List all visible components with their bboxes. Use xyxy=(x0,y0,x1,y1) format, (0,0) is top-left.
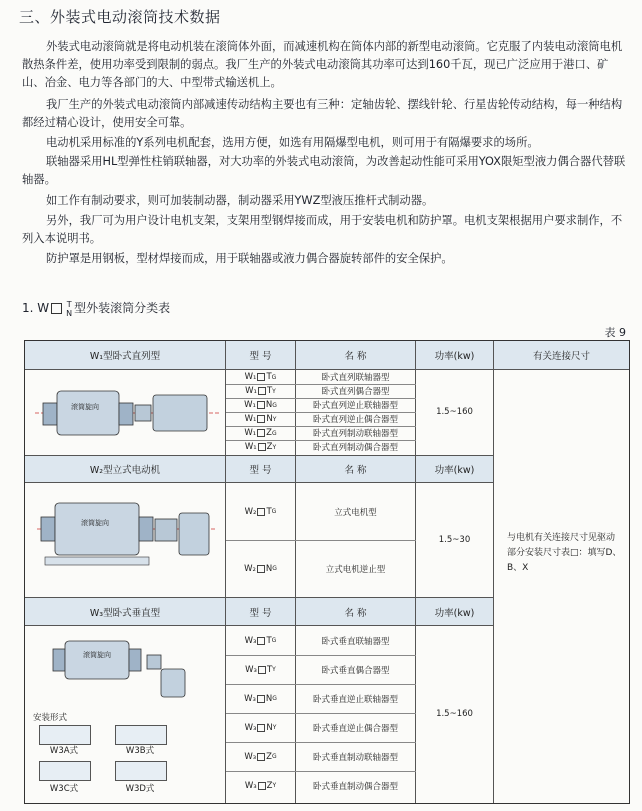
t-n-stack: T N xyxy=(66,299,73,318)
blank-box-icon xyxy=(257,753,265,761)
model-cell: W₃ Z Y xyxy=(244,780,277,791)
name-cell: 卧式垂直逆止偶合器型 xyxy=(312,723,398,734)
blank-box-icon xyxy=(257,695,265,703)
table-number: 表 9 xyxy=(604,326,626,339)
group3-label: W₃型卧式垂直型 xyxy=(25,598,225,625)
w1-drum-diagram xyxy=(35,377,220,449)
model-cell: W₃ N G xyxy=(244,693,277,704)
name-cell: 卧式垂直逆止联轴器型 xyxy=(312,694,398,705)
col-model-header-3: 型 号 xyxy=(226,598,295,625)
name-cell: 卧式垂直制动联轴器型 xyxy=(312,752,398,763)
w3-drum-label: 滚筒旋向 xyxy=(83,651,111,659)
name-cell: 卧式直列偶合器型 xyxy=(321,387,390,397)
col-power-header: 功率(kw) xyxy=(416,341,493,369)
name-cell: 卧式直列逆止偶合器型 xyxy=(312,415,398,425)
group2-label: W₂型立式电动机 xyxy=(25,456,225,482)
w1-drum-label-1: 滚筒旋向 xyxy=(71,403,99,411)
col-power-header-2: 功率(kw) xyxy=(416,456,493,482)
col-power-header-3: 功率(kw) xyxy=(416,598,493,625)
col-related-header: 有关连接尺寸 xyxy=(494,341,629,369)
w3b-form-label: W3B式 xyxy=(125,746,155,756)
model-cell: W₂ T G xyxy=(244,506,277,517)
section-title: 三、外装式电动滚筒技术数据 xyxy=(19,8,221,26)
model-cell: W₃ T Y xyxy=(245,664,276,675)
paragraph-coupling: 联轴器采用HL型弹性柱销联轴器，对大功率的外装式电动滚筒，为改善起动性能可采用YOX限矩型液力偶合器代替联轴器。 xyxy=(22,155,626,186)
w2-drum-diagram xyxy=(37,491,217,591)
blank-box-icon xyxy=(51,303,62,314)
w3-drum-diagram xyxy=(43,635,218,701)
install-form-label: 安装形式 xyxy=(33,713,68,723)
model-cell: W₁ T Y xyxy=(245,386,276,396)
blank-box-icon xyxy=(258,782,266,790)
model-cell: W₃ T G xyxy=(244,635,277,646)
paragraph-intro: 外装式电动滚筒就是将电动机装在滚筒体外面，而减速机构在筒体内部的新型电动滚筒。它克服了内装电动滚筒电机散热条件差，使用功率受到限制的弱点。我厂生产的外装式电动滚筒其功率可达到160千瓦，现已广泛应用于港口、矿山、冶金、电力等各部门的大、中型带式输送机上。 xyxy=(22,40,623,89)
blank-box-icon xyxy=(257,401,265,409)
name-cell: 卧式直列逆止联轴器型 xyxy=(312,401,398,411)
col-name-header-2: 名 称 xyxy=(296,456,415,482)
model-cell: W₁ Z Y xyxy=(244,442,277,452)
paragraph-structure: 我厂生产的外装式电动滚筒内部减速传动结构主要也有三种：定轴齿轮、摆线针轮、行星齿轮传动结构，每一种结构都经过精心设计，使用安全可靠。 xyxy=(22,98,623,129)
name-cell: 立式电机逆止型 xyxy=(325,564,386,575)
blank-box-icon xyxy=(257,415,265,423)
model-cell: W₃ N Y xyxy=(244,722,277,733)
col-name-header-3: 名 称 xyxy=(296,598,415,625)
name-cell: 立式电机型 xyxy=(334,507,377,518)
col-model-header-2: 型 号 xyxy=(226,456,295,482)
w3d-form-label: W3D式 xyxy=(125,784,155,794)
install-forms xyxy=(31,721,221,799)
w3a-form-label: W3A式 xyxy=(49,746,79,756)
blank-box-icon xyxy=(257,508,265,516)
name-cell: 卧式垂直制动偶合器型 xyxy=(312,781,398,792)
blank-box-icon xyxy=(258,666,266,674)
group1-label: W₁型卧式直列型 xyxy=(25,341,225,369)
name-cell: 卧式垂直偶合器型 xyxy=(321,665,390,676)
name-cell: 卧式直列联轴器型 xyxy=(321,373,390,383)
paragraph-guard: 防护罩是用钢板，型材焊接而成，用于联轴器或液力偶合器旋转部件的安全保护。 xyxy=(46,252,453,265)
model-cell: W₁ N Y xyxy=(244,414,277,424)
model-cell: W₁ N G xyxy=(244,400,277,410)
blank-box-icon xyxy=(257,429,265,437)
blank-box-icon xyxy=(258,443,266,451)
col-model-header: 型 号 xyxy=(226,341,295,369)
model-cell: W₂ N G xyxy=(244,563,277,574)
group3-power: 1.5~160 xyxy=(436,709,473,719)
blank-box-icon xyxy=(257,565,265,573)
col-name-header: 名 称 xyxy=(296,341,415,369)
blank-box-icon xyxy=(257,637,265,645)
blank-box-icon xyxy=(257,373,265,381)
model-cell: W₁ Z G xyxy=(244,428,277,438)
name-cell: 卧式直列制动偶合器型 xyxy=(312,443,398,453)
group2-power: 1.5~30 xyxy=(438,535,471,545)
paragraph-brake: 如工作有制动要求，则可加装制动器，制动器采用YWZ型液压推杆式制动器。 xyxy=(46,194,434,207)
table-subheading: 1. W T N 型外装滚筒分类表 xyxy=(22,299,171,318)
w2-drum-label: 滚筒旋向 xyxy=(81,519,109,527)
w3c-form-label: W3C式 xyxy=(49,784,79,794)
paragraph-motor: 电动机采用标准的Y系列电机配套，选用方便，如选有用隔爆型电机，则可用于有隔爆要求的场所。 xyxy=(46,136,539,149)
model-cell: W₁ T G xyxy=(244,372,277,382)
blank-box-icon xyxy=(257,724,265,732)
paragraph-support: 另外，我厂可为用户设计电机支架，支架用型钢焊接而成，用于安装电机和防护罩。电机支架根据用户要求制作，不列入本说明书。 xyxy=(22,214,623,245)
name-cell: 卧式直列制动联轴器型 xyxy=(312,429,398,439)
blank-box-icon xyxy=(258,387,266,395)
related-dimension-note: 与电机有关连接尺寸见驱动部分安装尺寸表□：填写D、B、X xyxy=(507,533,622,573)
name-cell: 卧式垂直联轴器型 xyxy=(321,636,390,647)
classification-table xyxy=(24,340,630,804)
group1-power: 1.5~160 xyxy=(436,407,473,417)
model-cell: W₃ Z G xyxy=(244,751,277,762)
